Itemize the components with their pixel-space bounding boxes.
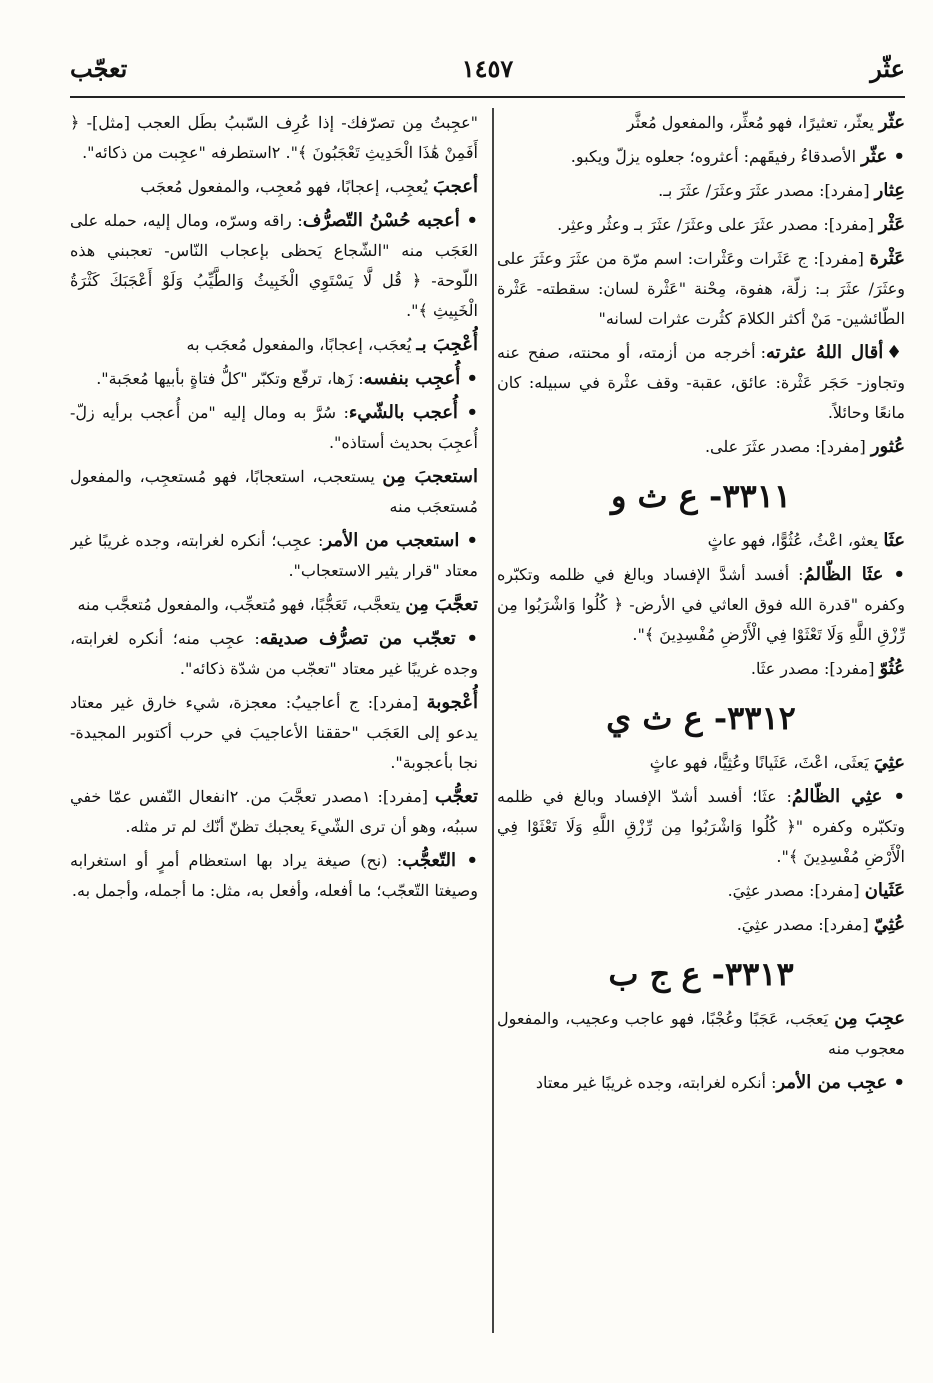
entry-headword: عُثُوّ [879, 658, 905, 679]
entry-headword: تعجُّب [435, 786, 478, 807]
entry-headword: • استعجب من الأمر [323, 530, 478, 551]
entry-definition: [مفرد]: مصدر عثَرَ وعثَرَ/ عثَرَ بـ. [658, 181, 875, 200]
dictionary-entry [70, 462, 478, 522]
entry-headword: عُثور [870, 436, 905, 457]
dictionary-entry [497, 1068, 905, 1098]
dictionary-entry [497, 1004, 905, 1064]
dictionary-entry [497, 526, 905, 556]
entry-definition: : زَها، ترفّع وتكبّر "كلُّ فتاةٍ بأبيها مُعجَبة". [96, 369, 364, 388]
entry-definition: : راقه وسرّه، ومال إليه، حمله على العَجَب منه "الشّجاع يَحظى بإعجاب النّاس- تعجبني هذه اللّوحة- ﴿ قُل لَّا يَسْتَوِي الْخَبِيثُ وَالطَّيِّبُ وَلَوْ أَعْجَبَكَ كَثْرَةُ الْخَبِيثِ ﴾". [70, 211, 478, 320]
entry-definition: : أنكره لغرابته، وجده غريبًا غير معتاد [535, 1073, 777, 1092]
entry-headword: • أُعجب بالشّيء [348, 402, 478, 423]
column-divider [492, 108, 494, 1333]
entry-headword: عَثْر [878, 214, 905, 235]
dictionary-entry [70, 364, 478, 394]
entry-definition: : أفسد أشدَّ الإفساد وبالغ في ظلمه وتكبّره وكفره "قدرة الله فوق العاثي في الأرض- ﴿ كُلُوا وَاشْرَبُوا مِن رِّزْقِ اللَّهِ وَلَا تَعْثَوْا فِي الْأَرْضِ مُفْسِدِينَ ﴾". [497, 565, 905, 644]
root-section-heading: ٣٣١٢- ع ث ي [606, 699, 796, 737]
entry-definition: يستعجب، استعجابًا، فهو مُستعجِب، والمفعول مُستعجَب منه [70, 467, 478, 516]
entry-definition: يعثو، اعْثُ، عُثُوًّا، فهو عاثٍ [707, 531, 884, 550]
dictionary-entry [497, 338, 905, 428]
dictionary-entry [70, 846, 478, 906]
entry-definition: يتعجَّب، تَعَجُّبًا، فهو مُتعجِّب، والمفعول مُتعجَّب منه [77, 595, 406, 614]
entry-headword: • تعجّب من تصرُّف صديقه [259, 628, 478, 649]
entry-headword: عثّر [878, 112, 905, 133]
entry-headword: • عثّر [861, 146, 905, 167]
entry-headword: ♦أقال اللهُ عثرته [766, 342, 905, 363]
dictionary-entry [497, 560, 905, 650]
dictionary-entry [70, 108, 478, 168]
entry-headword: تعجَّبَ مِن [405, 594, 478, 615]
dictionary-entry [497, 782, 905, 872]
dictionary-entry [70, 526, 478, 586]
entry-definition: يُعجَب، إعجابًا، والمفعول مُعجَب به [186, 335, 417, 354]
dictionary-entry [70, 688, 478, 778]
entry-headword: أُعْجوبة [426, 692, 478, 713]
dictionary-entry [70, 590, 478, 620]
dictionary-entry [497, 176, 905, 206]
entry-definition: [مفرد]: مصدر عثِيَ. [727, 881, 865, 900]
dictionary-entry [70, 398, 478, 458]
dictionary-entry [70, 206, 478, 326]
entry-definition: : (نح) صيغة يراد بها استعظام أمرٍ أو استغرابه وصيغتا التّعجّب؛ ما أفعله، وأفعل به، مثل: ما أجمله، وأجمل به. [70, 851, 478, 900]
entry-definition: [مفرد]: ج أعاجيبُ: معجزة، شيء خارق غير معتاد يدعو إلى العَجَب "حققنا الأعاجيبَ في حرب أكتوبر المجيدة- نجا بأعجوبة". [70, 693, 478, 772]
dictionary-entry [497, 432, 905, 462]
header-right-word: عثّر [870, 54, 905, 83]
entry-headword: • عجِب من الأمر [776, 1072, 905, 1093]
entry-definition: الأصدقاءُ رفيقَهم: أعثروه؛ جعلوه يزلّ ويكبو. [570, 147, 862, 166]
entry-headword: • التّعجُّب [402, 850, 478, 871]
dictionary-entry [70, 624, 478, 684]
entry-headword: عثَا [883, 530, 905, 551]
entry-headword: • أُعجِب بنفسه [363, 368, 478, 389]
entry-definition: : عجِب؛ أنكره لغرابته، وجده غريبًا غير معتاد "قرار يثير الاستعجاب". [70, 531, 478, 580]
entry-definition: [مفرد]: مصدر عثَرَ على وعثَرَ/ عثَرَ بـ وعثُر وعثِر. [557, 215, 879, 234]
entry-headword: عَثَيان [864, 880, 905, 901]
dictionary-entry [497, 654, 905, 684]
dictionary-entry [497, 910, 905, 940]
entry-headword: أعجبَ [432, 176, 478, 197]
entry-definition: [مفرد]: ١مصدر تعجَّبَ من. ٢انفعال النّفس عمّا خفي سببُه، وهو أن ترى الشّيءَ يعجبك تظنّ أنّك لم تر مثله. [70, 787, 478, 836]
dictionary-entry [497, 108, 905, 138]
entry-headword: عُثِيّ [873, 914, 905, 935]
entry-headword: عجِبَ مِن [834, 1008, 905, 1029]
entry-headword: أُعْجِبَ بـ [416, 334, 478, 355]
entry-headword: • أعجبه حُسْنُ التّصرُّف [302, 210, 478, 231]
left-column [70, 108, 478, 1333]
entry-headword: استعجبَ مِن [382, 466, 478, 487]
entry-definition: : أخرجه من أزمته، أو محنته، صفح عنه وتجاوز- حَجَر عَثْرة: عائق، عقبة- وقف عثْرة في سبيله: كان مانعًا وحائلاً. [497, 343, 905, 422]
entry-definition: يُعجِب، إعجابًا، فهو مُعجِب، والمفعول مُعجَب [140, 177, 433, 196]
dictionary-entry [497, 142, 905, 172]
entry-definition: يَعثَى، اعْثَ، عَثَيانًا وعُثِيًّا، فهو عاثٍ [649, 753, 874, 772]
entry-definition: [مفرد]: مصدر عثَا. [750, 659, 880, 678]
entry-definition: [مفرد]: ج عَثَرات وعَثْرات: اسم مرّة من عثَرَ وعثَرَ على وعثَرَ/ عثَرَ بـ: زلّة، هفوة، مِحْنة "عَثْرة لسان: سقطته- عَثْرة الطّائشين- مَنْ أكثر الكلامَ كثُرت عثرات لسانه" [497, 249, 905, 328]
dictionary-entry [70, 782, 478, 842]
entry-definition: : عثَا؛ أفسد أشدّ الإفساد وبالغ في ظلمه وتكبّره وكفره "﴿ كُلُوا وَاشْرَبُوا مِن رِّزْقِ اللَّهِ وَلَا تَعْثَوْا فِي الْأَرْضِ مُفْسِدِينَ ﴾". [497, 787, 905, 866]
page-header [70, 48, 905, 98]
entry-definition: : سُرَّ به ومال إليه "من أُعجب برأيه زلّ- أُعجِبَ بحديث أستاذه". [70, 403, 478, 452]
entry-definition: : عجِب منه؛ أنكره لغرابته، وجده غريبًا غير معتاد "تعجّب من شدّة ذكائه". [70, 629, 478, 678]
entry-headword: عِثار [874, 180, 905, 201]
header-left-word: تعجّب [70, 54, 128, 83]
entry-headword: • عثِي الظّالمُ [791, 786, 905, 807]
entry-definition: [مفرد]: مصدر عثِيَ. [736, 915, 874, 934]
entry-headword: • عثَا الظّالمُ [803, 564, 905, 585]
root-section-heading: ٣٣١١- ع ث و [610, 477, 792, 515]
entry-headword: عثِيَ [873, 752, 905, 773]
dictionary-entry [497, 876, 905, 906]
page-number: ١٤٥٧ [461, 54, 514, 83]
dictionary-entry [70, 172, 478, 202]
entry-definition: يعثّر، تعثيرًا، فهو مُعثِّر، والمفعول مُعثَّر [626, 113, 879, 132]
dictionary-entry [70, 330, 478, 360]
right-column [497, 108, 905, 1333]
dictionary-entry [497, 244, 905, 334]
dictionary-entry [497, 748, 905, 778]
entry-definition: يَعجَب، عَجَبًا وعُجْبًا، فهو عاجب وعجيب، والمفعول معجوب منه [497, 1009, 905, 1058]
page-body [70, 108, 905, 1333]
entry-headword: عَثْرة [869, 248, 905, 269]
entry-definition: "عجِبتُ مِن تصرّفك- إذا عُرِف السّببُ بطَل العجب [مثل]- ﴿ أَفَمِنْ هَٰذَا الْحَدِيثِ تَعْجَبُونَ ﴾". ٢استطرفه "عجِبت من ذكائه". [70, 113, 478, 162]
dictionary-entry [497, 210, 905, 240]
entry-definition: [مفرد]: مصدر عثَرَ على. [704, 437, 871, 456]
root-section-heading: ٣٣١٣- ع ج ب [608, 955, 794, 993]
